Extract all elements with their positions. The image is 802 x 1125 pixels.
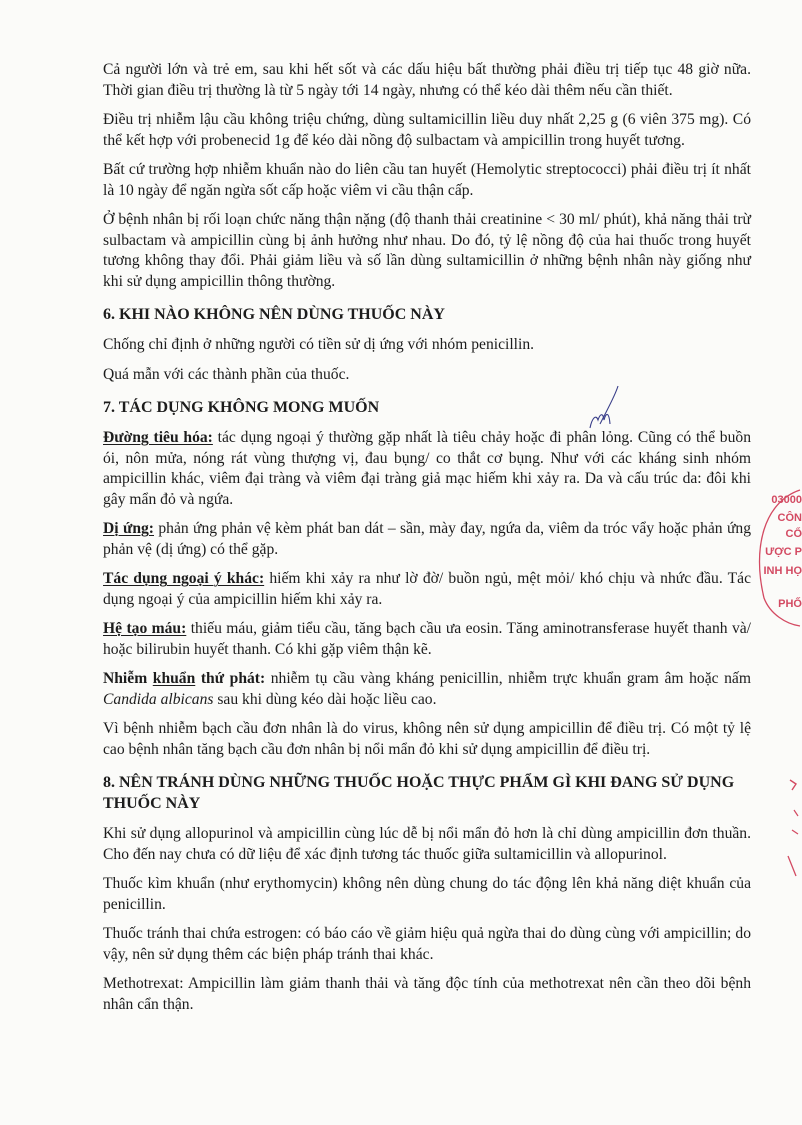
text-blood: thiếu máu, giảm tiểu cầu, tăng bạch cầu ưa eosin. Tăng aminotransferase huyết thanh và/ hoặc bilirubin huyết thanh. Có khi gặp viêm thận kẽ.	[103, 620, 752, 658]
paragraph-allergy	[103, 519, 751, 560]
document-body	[103, 60, 751, 1024]
stamp-text-2: CÔN	[777, 512, 802, 524]
paragraph-bacteriostatic: Thuốc kìm khuẩn (như erythomycin) không nên dùng chung do tác động lên khả năng diệt khuẩn của penicillin.	[103, 875, 751, 913]
lead-allergy: Dị ứng:	[103, 520, 154, 537]
text-candida: Candida albicans	[103, 690, 214, 708]
paragraph-contraceptive: Thuốc tránh thai chứa estrogen: có báo cáo về giảm hiệu quả ngừa thai do dùng cùng với ampicillin; do vậy, nên sử dụng thêm các biện pháp tránh thai khác.	[103, 925, 751, 963]
lead-other-effects: Tác dụng ngoại ý khác:	[103, 570, 265, 587]
stamp-text-3: CỔ	[785, 528, 802, 540]
section-8-heading: 8. NÊN TRÁNH DÙNG NHỮNG THUỐC HOẶC THỰC PHẨM GÌ KHI ĐANG SỬ DỤNG THUỐC NÀY	[103, 774, 735, 812]
paragraph-mononucleosis: Vì bệnh nhiễm bạch cầu đơn nhân là do virus, không nên sử dụng ampicillin để điều trị. Có một tỷ lệ cao bệnh nhân tăng bạch cầu đơn nhân bị nổi mẩn đỏ khi sử dụng ampicillin để điều trị.	[103, 720, 751, 758]
lead-blood: Hệ tạo máu:	[103, 620, 187, 637]
paragraph-blood	[103, 619, 751, 660]
paragraph-digestive	[103, 428, 751, 510]
stamp-text-1: 03000	[771, 494, 802, 506]
paragraph-methotrexat: Methotrexat: Ampicillin làm giảm thanh thải và tăng độc tính của methotrexat nên cần theo dõi bệnh nhân cẩn thận.	[103, 975, 751, 1013]
text-secondary-before: nhiễm tụ cầu vàng kháng penicillin, nhiễm trực khuẩn gram âm hoặc nấm	[265, 670, 751, 687]
stamp-text-5: INH HỌ	[763, 565, 802, 577]
paragraph-contraindication: Chống chỉ định ở những người có tiền sử dị ứng với nhóm penicillin.	[103, 336, 535, 353]
lead-secondary-a: Nhiễm	[103, 670, 148, 687]
paragraph-secondary-infection	[103, 669, 751, 710]
paragraph-hypersensitivity: Quá mẫn với các thành phần của thuốc.	[103, 365, 350, 383]
text-other-effects: hiếm khi xảy ra như lờ đờ/ buồn ngủ, mệt mỏi/ khó chịu và nhức đầu. Tác dụng ngoại ý của ampicillin hiếm khi xảy ra.	[103, 570, 751, 608]
lead-secondary-c: thứ phát:	[200, 670, 266, 687]
paragraph-gonorrhea: Điều trị nhiễm lậu cầu không triệu chứng, dùng sultamicillin liều duy nhất 2,25 g (6 viên 375 mg). Có thể kết hợp với probenecid 1g để kéo dài nồng độ sulbactam và ampicillin trong huyết tương.	[103, 111, 751, 149]
paragraph-streptococci: Bất cứ trường hợp nhiễm khuẩn nào do liên cầu tan huyết (Hemolytic streptococci) phải điều trị ít nhất là 10 ngày để ngăn ngừa sốt cấp hoặc viêm vi cầu thận cấp.	[103, 161, 751, 199]
signature-mark	[588, 384, 632, 430]
page-edge-mark	[776, 770, 800, 890]
lead-secondary-b: khuẩn	[152, 670, 196, 687]
red-stamp	[742, 488, 802, 628]
text-allergy: phản ứng phản vệ kèm phát ban dát – sần, mày đay, ngứa da, viêm da tróc vẩy hoặc phản ứng phản vệ (dị ứng) có thể gặp.	[103, 520, 752, 558]
text-digestive: tác dụng ngoại ý thường gặp nhất là tiêu chảy hoặc đi phân lỏng. Cũng có thể buồn ói, nôn mửa, nóng rát vùng thượng vị, đau bụng/ co thắt cơ bụng. Như với các kháng sinh nhóm ampicillin khác, viêm đại tràng và viêm đại tràng giả mạc hiếm khi xảy ra. Da và cấu trúc da: đôi khi gây mẩn đỏ và ngứa.	[103, 429, 751, 508]
paragraph-renal-impairment: Ở bệnh nhân bị rối loạn chức năng thận nặng (độ thanh thải creatinine < 30 ml/ phút), khả năng thải trừ sulbactam và ampicillin cùng bị ảnh hưởng như nhau. Do đó, tỷ lệ nồng độ của hai thuốc trong huyết tương không thay đổi. Phải giảm liều và số lần dùng sultamicillin ở những bệnh nhân này giống như khi sử dụng ampicillin thông thường.	[103, 211, 751, 290]
paragraph-treatment-duration: Cả người lớn và trẻ em, sau khi hết sốt và các dấu hiệu bất thường phải điều trị tiếp tục 48 giờ nữa. Thời gian điều trị thường là từ 5 ngày tới 14 ngày, nhưng có thể kéo dài thêm nếu cần thiết.	[103, 61, 751, 99]
text-secondary-after: sau khi dùng kéo dài hoặc liều cao.	[213, 690, 437, 708]
lead-digestive: Đường tiêu hóa:	[103, 429, 213, 446]
paragraph-other-effects	[103, 569, 751, 610]
section-7-heading: 7. TÁC DỤNG KHÔNG MONG MUỐN	[103, 399, 380, 416]
stamp-text-4: ƯỢC P	[765, 546, 802, 558]
paragraph-allopurinol: Khi sử dụng allopurinol và ampicillin cùng lúc dễ bị nổi mẩn đỏ hơn là chỉ dùng ampicillin đơn thuần. Cho đến nay chưa có dữ liệu để xác định tương tác thuốc giữa sultamicillin và allopurinol.	[103, 825, 751, 863]
section-6-heading: 6. KHI NÀO KHÔNG NÊN DÙNG THUỐC NÀY	[103, 306, 445, 323]
stamp-text-6: PHỐ	[778, 598, 802, 610]
